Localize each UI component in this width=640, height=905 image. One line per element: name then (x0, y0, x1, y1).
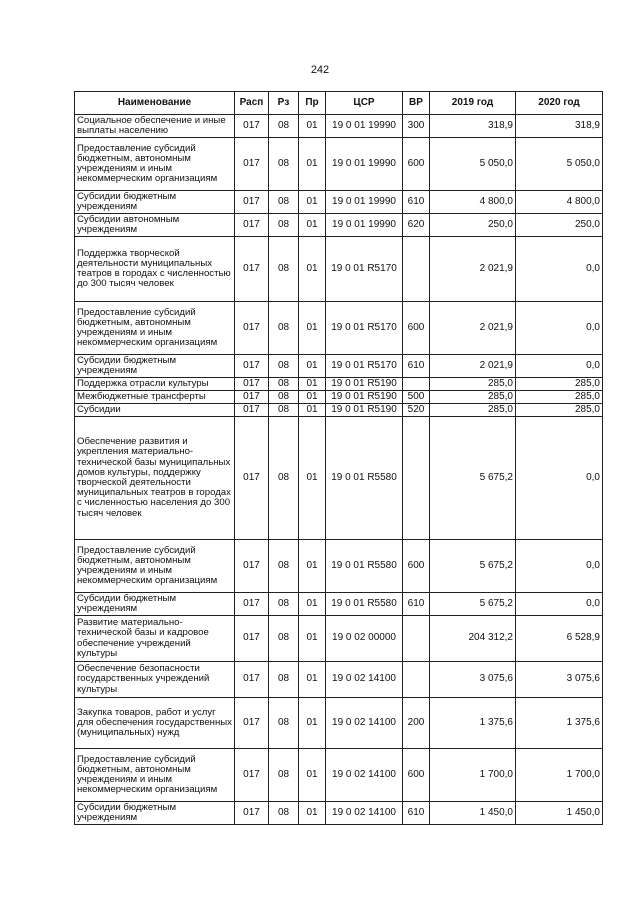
col-header-rz: Рз (269, 92, 299, 115)
cell-name: Субсидии бюджетным учреждениям (75, 355, 235, 378)
col-header-csr: ЦСР (326, 92, 403, 115)
cell-2019: 4 800,0 (430, 191, 516, 214)
cell-2019: 285,0 (430, 378, 516, 391)
cell-pr: 01 (299, 616, 326, 662)
table-row (75, 115, 603, 138)
table-row (75, 749, 603, 802)
cell-name: Поддержка творческой деятельности муниципальных театров в городах с численностью до 300 тысяч человек (75, 237, 235, 302)
cell-2019: 1 700,0 (430, 749, 516, 802)
cell-2019: 5 050,0 (430, 138, 516, 191)
cell-2019: 285,0 (430, 404, 516, 417)
cell-pr: 01 (299, 237, 326, 302)
cell-2020: 0,0 (516, 593, 603, 616)
cell-rz: 08 (269, 302, 299, 355)
cell-2020: 0,0 (516, 417, 603, 540)
cell-csr: 19 0 01 R5580 (326, 417, 403, 540)
cell-rz: 08 (269, 237, 299, 302)
col-header-2020: 2020 год (516, 92, 603, 115)
cell-name: Предоставление субсидий бюджетным, автономным учреждениям и иным некоммерческим организациям (75, 302, 235, 355)
cell-2020: 1 375,6 (516, 698, 603, 749)
cell-2019: 1 450,0 (430, 802, 516, 825)
col-header-2019: 2019 год (430, 92, 516, 115)
cell-rasp: 017 (235, 593, 269, 616)
cell-2019: 2 021,9 (430, 355, 516, 378)
cell-name: Развитие материально-технической базы и кадровое обеспечение учреждений культуры (75, 616, 235, 662)
cell-csr: 19 0 01 R5580 (326, 593, 403, 616)
cell-vr: 600 (403, 540, 430, 593)
cell-rasp: 017 (235, 802, 269, 825)
cell-2020: 0,0 (516, 302, 603, 355)
cell-csr: 19 0 02 14100 (326, 662, 403, 698)
cell-2019: 318,9 (430, 115, 516, 138)
cell-2019: 2 021,9 (430, 237, 516, 302)
cell-pr: 01 (299, 662, 326, 698)
cell-vr: 600 (403, 138, 430, 191)
cell-pr: 01 (299, 214, 326, 237)
page-number: 242 (310, 64, 330, 76)
cell-2020: 3 075,6 (516, 662, 603, 698)
table-row (75, 302, 603, 355)
cell-pr: 01 (299, 115, 326, 138)
cell-rz: 08 (269, 191, 299, 214)
cell-pr: 01 (299, 378, 326, 391)
cell-rz: 08 (269, 662, 299, 698)
cell-rz: 08 (269, 616, 299, 662)
cell-2019: 3 075,6 (430, 662, 516, 698)
cell-rasp: 017 (235, 378, 269, 391)
cell-name: Предоставление субсидий бюджетным, автономным учреждениям и иным некоммерческим организациям (75, 749, 235, 802)
cell-rz: 08 (269, 404, 299, 417)
cell-2019: 5 675,2 (430, 593, 516, 616)
table-row (75, 355, 603, 378)
cell-rz: 08 (269, 698, 299, 749)
cell-csr: 19 0 02 00000 (326, 616, 403, 662)
cell-name: Закупка товаров, работ и услуг для обеспечения государственных (муниципальных) нужд (75, 698, 235, 749)
cell-rasp: 017 (235, 616, 269, 662)
cell-csr: 19 0 02 14100 (326, 802, 403, 825)
cell-2020: 1 450,0 (516, 802, 603, 825)
cell-2019: 5 675,2 (430, 417, 516, 540)
table-row (75, 662, 603, 698)
cell-rz: 08 (269, 355, 299, 378)
cell-rasp: 017 (235, 749, 269, 802)
cell-vr: 300 (403, 115, 430, 138)
cell-2019: 5 675,2 (430, 540, 516, 593)
cell-2020: 285,0 (516, 404, 603, 417)
cell-name: Субсидии бюджетным учреждениям (75, 802, 235, 825)
cell-vr: 500 (403, 391, 430, 404)
cell-vr: 610 (403, 191, 430, 214)
cell-2019: 285,0 (430, 391, 516, 404)
cell-name: Субсидии автономным учреждениям (75, 214, 235, 237)
cell-2019: 204 312,2 (430, 616, 516, 662)
cell-rz: 08 (269, 540, 299, 593)
cell-vr: 610 (403, 355, 430, 378)
cell-rasp: 017 (235, 404, 269, 417)
table-row (75, 191, 603, 214)
cell-rasp: 017 (235, 138, 269, 191)
cell-name: Предоставление субсидий бюджетным, автономным учреждениям и иным некоммерческим организациям (75, 540, 235, 593)
col-header-rasp: Расп (235, 92, 269, 115)
cell-2020: 1 700,0 (516, 749, 603, 802)
table-header-row (75, 92, 603, 115)
cell-rasp: 017 (235, 417, 269, 540)
table-row (75, 378, 603, 391)
cell-2020: 250,0 (516, 214, 603, 237)
col-header-name: Наименование (75, 92, 235, 115)
cell-rz: 08 (269, 417, 299, 540)
cell-vr (403, 237, 430, 302)
cell-pr: 01 (299, 355, 326, 378)
cell-rasp: 017 (235, 540, 269, 593)
cell-rz: 08 (269, 749, 299, 802)
cell-pr: 01 (299, 698, 326, 749)
cell-pr: 01 (299, 191, 326, 214)
cell-vr: 520 (403, 404, 430, 417)
col-header-pr: Пр (299, 92, 326, 115)
cell-name: Обеспечение развития и укрепления материально-технической базы муниципальных домов культуры, поддержку творческой деятельности муниципальных театров в городах с численностью населения до 300 тысяч человек (75, 417, 235, 540)
cell-2020: 285,0 (516, 378, 603, 391)
cell-rz: 08 (269, 802, 299, 825)
cell-vr (403, 378, 430, 391)
cell-name: Предоставление субсидий бюджетным, автономным учреждениям и иным некоммерческим организациям (75, 138, 235, 191)
cell-csr: 19 0 01 R5190 (326, 378, 403, 391)
cell-rasp: 017 (235, 214, 269, 237)
cell-2019: 250,0 (430, 214, 516, 237)
cell-2020: 0,0 (516, 540, 603, 593)
cell-pr: 01 (299, 302, 326, 355)
cell-rz: 08 (269, 214, 299, 237)
table-row (75, 214, 603, 237)
cell-name: Субсидии бюджетным учреждениям (75, 593, 235, 616)
cell-vr: 600 (403, 302, 430, 355)
cell-2020: 285,0 (516, 391, 603, 404)
cell-name: Субсидии бюджетным учреждениям (75, 191, 235, 214)
cell-csr: 19 0 01 R5190 (326, 404, 403, 417)
cell-name: Субсидии (75, 404, 235, 417)
table-row (75, 417, 603, 540)
cell-vr (403, 417, 430, 540)
cell-vr: 620 (403, 214, 430, 237)
col-header-vr: ВР (403, 92, 430, 115)
cell-name: Обеспечение безопасности государственных учреждений культуры (75, 662, 235, 698)
table-row (75, 540, 603, 593)
cell-pr: 01 (299, 391, 326, 404)
table-row (75, 698, 603, 749)
table-row (75, 802, 603, 825)
cell-name: Социальное обеспечение и иные выплаты населению (75, 115, 235, 138)
cell-2019: 2 021,9 (430, 302, 516, 355)
cell-pr: 01 (299, 404, 326, 417)
cell-csr: 19 0 01 19990 (326, 191, 403, 214)
cell-csr: 19 0 01 19990 (326, 214, 403, 237)
cell-csr: 19 0 01 R5170 (326, 355, 403, 378)
cell-rz: 08 (269, 391, 299, 404)
cell-2020: 4 800,0 (516, 191, 603, 214)
cell-vr: 610 (403, 593, 430, 616)
cell-rz: 08 (269, 378, 299, 391)
table-row (75, 404, 603, 417)
cell-csr: 19 0 02 14100 (326, 749, 403, 802)
cell-vr: 610 (403, 802, 430, 825)
cell-csr: 19 0 01 R5170 (326, 237, 403, 302)
cell-csr: 19 0 01 R5170 (326, 302, 403, 355)
cell-vr (403, 662, 430, 698)
cell-rasp: 017 (235, 698, 269, 749)
table-row (75, 593, 603, 616)
cell-vr (403, 616, 430, 662)
cell-rasp: 017 (235, 391, 269, 404)
cell-rasp: 017 (235, 302, 269, 355)
cell-pr: 01 (299, 540, 326, 593)
cell-rasp: 017 (235, 355, 269, 378)
cell-rasp: 017 (235, 115, 269, 138)
cell-csr: 19 0 01 19990 (326, 115, 403, 138)
cell-2020: 5 050,0 (516, 138, 603, 191)
cell-csr: 19 0 01 R5190 (326, 391, 403, 404)
cell-pr: 01 (299, 417, 326, 540)
table-row (75, 237, 603, 302)
cell-name: Межбюджетные трансферты (75, 391, 235, 404)
cell-csr: 19 0 02 14100 (326, 698, 403, 749)
cell-vr: 200 (403, 698, 430, 749)
table-row (75, 138, 603, 191)
cell-pr: 01 (299, 749, 326, 802)
cell-rasp: 017 (235, 662, 269, 698)
cell-rz: 08 (269, 115, 299, 138)
cell-rasp: 017 (235, 237, 269, 302)
cell-pr: 01 (299, 593, 326, 616)
cell-pr: 01 (299, 802, 326, 825)
cell-name: Поддержка отрасли культуры (75, 378, 235, 391)
cell-pr: 01 (299, 138, 326, 191)
cell-csr: 19 0 01 19990 (326, 138, 403, 191)
cell-2020: 6 528,9 (516, 616, 603, 662)
budget-table (74, 91, 603, 825)
cell-2020: 0,0 (516, 355, 603, 378)
cell-vr: 600 (403, 749, 430, 802)
table-row (75, 391, 603, 404)
cell-rz: 08 (269, 593, 299, 616)
cell-csr: 19 0 01 R5580 (326, 540, 403, 593)
cell-rasp: 017 (235, 191, 269, 214)
cell-2020: 0,0 (516, 237, 603, 302)
cell-2020: 318,9 (516, 115, 603, 138)
cell-2019: 1 375,6 (430, 698, 516, 749)
table-row (75, 616, 603, 662)
cell-rz: 08 (269, 138, 299, 191)
